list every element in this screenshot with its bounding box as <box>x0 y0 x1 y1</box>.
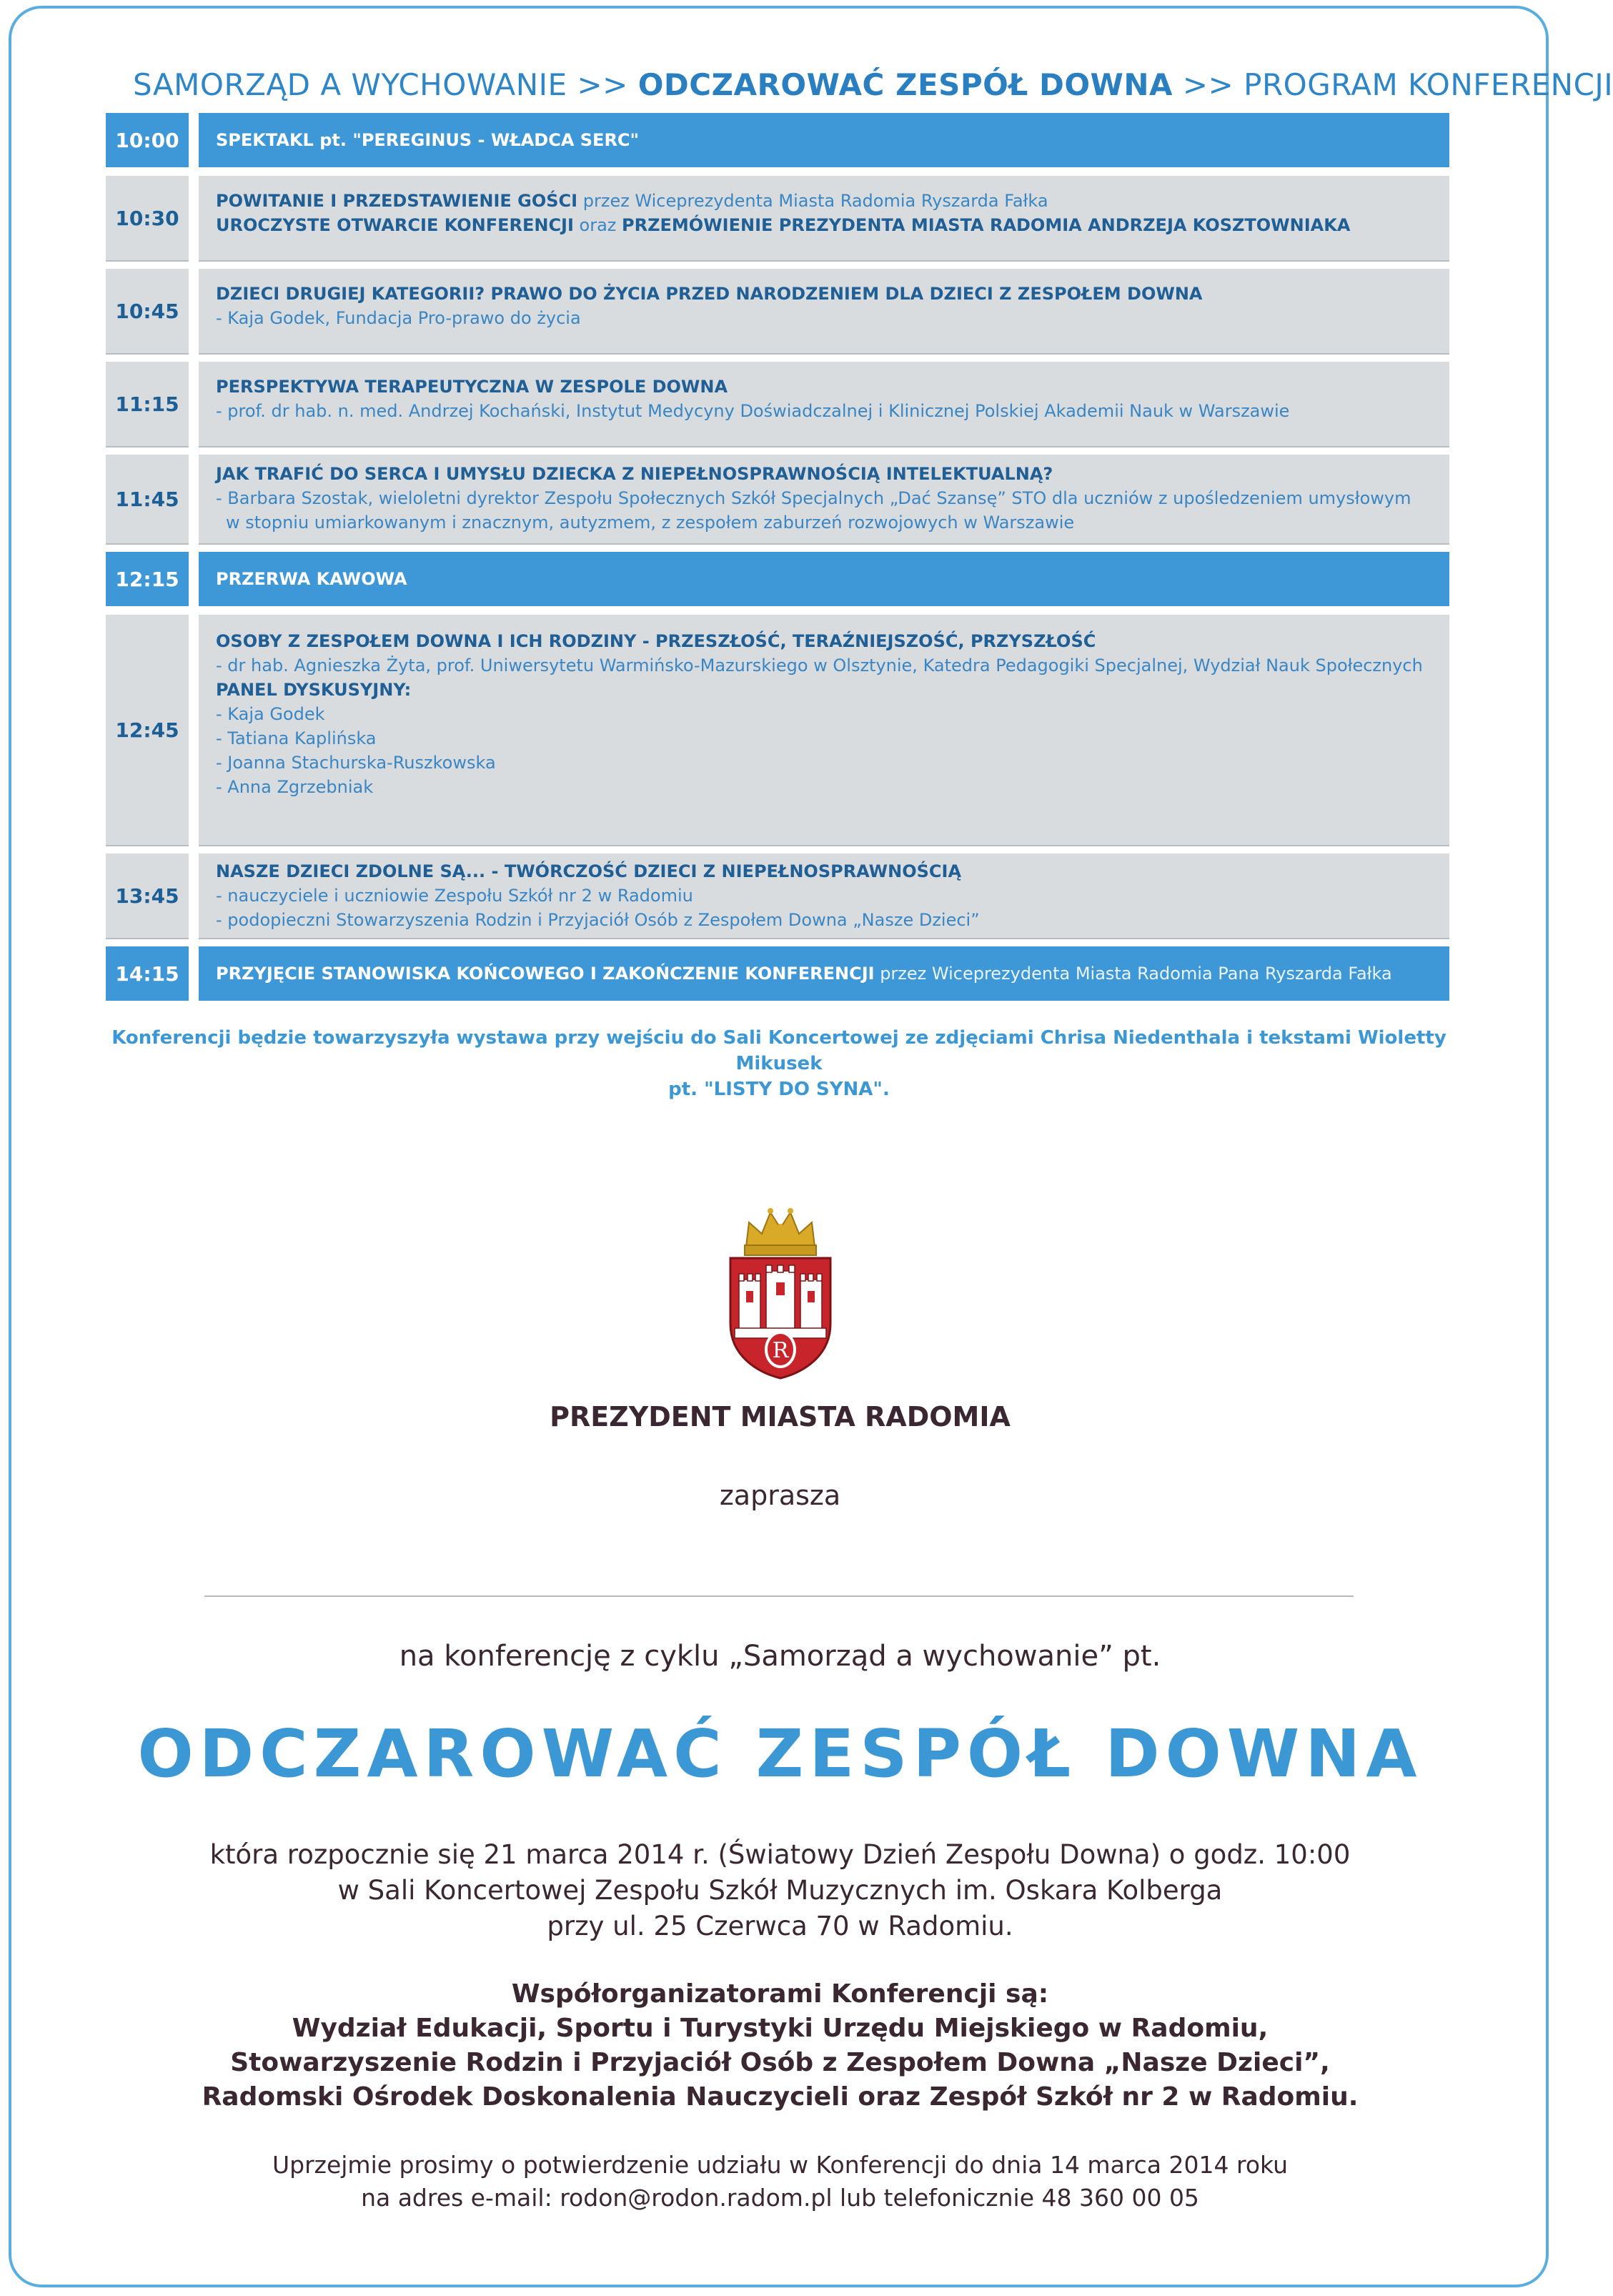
agenda-content <box>199 113 1449 167</box>
agenda-content <box>199 269 1449 353</box>
agenda-title: DZIECI DRUGIEJ KATEGORII? PRAWO DO ŻYCIA PRZED NARODZENIEM DLA DZIECI Z ZESPOŁEM DOWNA <box>216 284 1203 304</box>
conference-title: ODCZAROWAĆ ZESPÓŁ DOWNA <box>137 1716 1423 1792</box>
event-details-line: w Sali Koncertowej Zespołu Szkół Muzycznych im. Oskara Kolberga <box>337 1875 1223 1906</box>
header-series: SAMORZĄD A WYCHOWANIE <box>133 67 567 102</box>
series-line: na konferencję z cyklu „Samorząd a wychowanie” pt. <box>399 1640 1161 1673</box>
header-separator: >> <box>577 67 628 102</box>
agenda-speaker: w stopniu umiarkowanym i znacznym, autyzmem, z zespołem zaburzeń rozwojowych w Warszawie <box>226 513 1075 533</box>
agenda-row <box>106 269 1449 353</box>
agenda-content <box>199 946 1449 1001</box>
agenda-speaker: - prof. dr hab. n. med. Andrzej Kochański, Instytut Medycyny Doświadczalnej i Klinicznej Polskiej Akademii Nauk w Warszawie <box>216 401 1290 421</box>
agenda-speaker: - podopieczni Stowarzyszenia Rodzin i Przyjaciół Osób z Zespołem Downa „Nasze Dzieci” <box>216 910 980 930</box>
co-organizers-heading: Współorganizatorami Konferencji są: <box>511 1979 1049 2009</box>
agenda-row <box>106 552 1449 606</box>
agenda <box>106 113 1449 1009</box>
header-separator: >> <box>1182 67 1234 102</box>
agenda-row <box>106 853 1449 938</box>
co-organizer: Stowarzyszenie Rodzin i Przyjaciół Osób z Zespołem Downa „Nasze Dzieci”, <box>230 2048 1330 2077</box>
agenda-time: 14:15 <box>106 946 189 1001</box>
agenda-title: UROCZYSTE OTWARCIE KONFERENCJI <box>216 215 574 235</box>
agenda-note: oraz <box>573 215 622 235</box>
inviter: PREZYDENT MIASTA RADOMIA <box>550 1401 1011 1432</box>
panelist: - Tatiana Kaplińska <box>216 728 377 748</box>
header-conference-name: ODCZAROWAĆ ZESPÓŁ DOWNA <box>637 67 1173 102</box>
agenda-title: NASZE DZIECI ZDOLNE SĄ... - TWÓRCZOŚĆ DZIECI Z NIEPEŁNOSPRAWNOŚCIĄ <box>216 861 962 881</box>
agenda-content <box>199 176 1449 260</box>
co-organizer: Radomski Ośrodek Doskonalenia Nauczycieli oraz Zespół Szkół nr 2 w Radomiu. <box>202 2082 1359 2112</box>
agenda-time: 13:45 <box>106 853 189 938</box>
agenda-time: 10:45 <box>106 269 189 353</box>
rsvp-note <box>0 2149 1560 2215</box>
event-details-line: która rozpocznie się 21 marca 2014 r. (Światowy Dzień Zespołu Downa) o godz. 10:00 <box>209 1839 1351 1870</box>
agenda-time: 11:15 <box>106 362 189 446</box>
agenda-row <box>106 946 1449 1001</box>
agenda-time: 10:30 <box>106 176 189 260</box>
agenda-time: 10:00 <box>106 113 189 167</box>
agenda-title: SPEKTAKL pt. "PEREGINUS - WŁADCA SERC" <box>216 130 640 150</box>
event-details <box>0 1837 1560 1944</box>
rsvp-line: Uprzejmie prosimy o potwierdzenie udziału w Konferencji do dnia 14 marca 2014 roku <box>272 2151 1289 2179</box>
agenda-speaker: - nauczyciele i uczniowie Zespołu Szkół nr 2 w Radomiu <box>216 886 693 906</box>
agenda-row <box>106 176 1449 260</box>
program-header <box>133 67 1613 102</box>
panelist: - Kaja Godek <box>216 704 325 724</box>
agenda-content <box>199 455 1449 543</box>
exhibition-note-line: pt. "LISTY DO SYNA". <box>668 1079 890 1100</box>
header-program: PROGRAM KONFERENCJI <box>1244 67 1613 102</box>
invites-text: zaprasza <box>719 1480 841 1511</box>
agenda-row <box>106 362 1449 446</box>
agenda-row <box>106 455 1449 543</box>
agenda-speaker: - Kaja Godek, Fundacja Pro-prawo do życia <box>216 308 581 328</box>
agenda-title: POWITANIE I PRZEDSTAWIENIE GOŚCI <box>216 191 578 211</box>
agenda-title: PRZEMÓWIENIE PREZYDENTA MIASTA RADOMIA ANDRZEJA KOSZTOWNIAKA <box>622 215 1351 235</box>
agenda-title: PRZYJĘCIE STANOWISKA KOŃCOWEGO I ZAKOŃCZENIE KONFERENCJI <box>216 964 875 984</box>
exhibition-note <box>107 1025 1451 1102</box>
agenda-title: OSOBY Z ZESPOŁEM DOWNA I ICH RODZINY - PRZESZŁOŚĆ, TERAŹNIEJSZOŚĆ, PRZYSZŁOŚĆ <box>216 631 1096 651</box>
agenda-content <box>199 362 1449 446</box>
crown-icon <box>745 1208 816 1255</box>
rsvp-line: na adres e-mail: rodon@rodon.radom.pl lub telefonicznie 48 360 00 05 <box>361 2184 1199 2212</box>
agenda-title: JAK TRAFIĆ DO SERCA I UMYSŁU DZIECKA Z NIEPEŁNOSPRAWNOŚCIĄ INTELEKTUALNĄ? <box>216 464 1053 484</box>
panel-heading: PANEL DYSKUSYJNY: <box>216 680 412 700</box>
agenda-row <box>106 615 1449 845</box>
agenda-title: PRZERWA KAWOWA <box>216 569 407 589</box>
agenda-speaker: - Barbara Szostak, wieloletni dyrektor Zespołu Społecznych Szkół Specjalnych „Dać Szansę” STO dla uczniów z upośledzeniem umysłowym <box>216 488 1411 508</box>
agenda-time: 12:15 <box>106 552 189 606</box>
agenda-time: 11:45 <box>106 455 189 543</box>
svg-text:R: R <box>772 1338 789 1363</box>
agenda-time: 12:45 <box>106 615 189 845</box>
co-organizers <box>0 1977 1560 2114</box>
agenda-title: PERSPEKTYWA TERAPEUTYCZNA W ZESPOLE DOWNA <box>216 377 728 397</box>
agenda-note: przez Wiceprezydenta Miasta Radomia Pana Ryszarda Fałka <box>874 964 1392 984</box>
agenda-speaker: - dr hab. Agnieszka Żyta, prof. Uniwersytetu Warmińsko-Mazurskiego w Olsztynie, Katedra Pedagogiki Specjalnej, Wydział Nauk Społecznych <box>216 655 1423 676</box>
co-organizer: Wydział Edukacji, Sportu i Turystyki Urzędu Miejskiego w Radomiu, <box>292 2014 1269 2043</box>
agenda-content <box>199 853 1449 938</box>
panelist: - Anna Zgrzebniak <box>216 777 374 797</box>
city-crest-icon <box>723 1202 838 1381</box>
agenda-content <box>199 552 1449 606</box>
divider <box>204 1595 1354 1597</box>
agenda-row <box>106 113 1449 167</box>
panelist: - Joanna Stachurska-Ruszkowska <box>216 753 496 773</box>
agenda-note: przez Wiceprezydenta Miasta Radomia Ryszarda Fałka <box>577 191 1048 211</box>
agenda-content <box>199 615 1449 845</box>
exhibition-note-line: Konferencji będzie towarzyszyła wystawa przy wejściu do Sali Koncertowej ze zdjęciami Chrisa Niedenthala i tekstami Wioletty Mikusek <box>111 1027 1446 1074</box>
event-details-line: przy ul. 25 Czerwca 70 w Radomiu. <box>547 1911 1013 1941</box>
